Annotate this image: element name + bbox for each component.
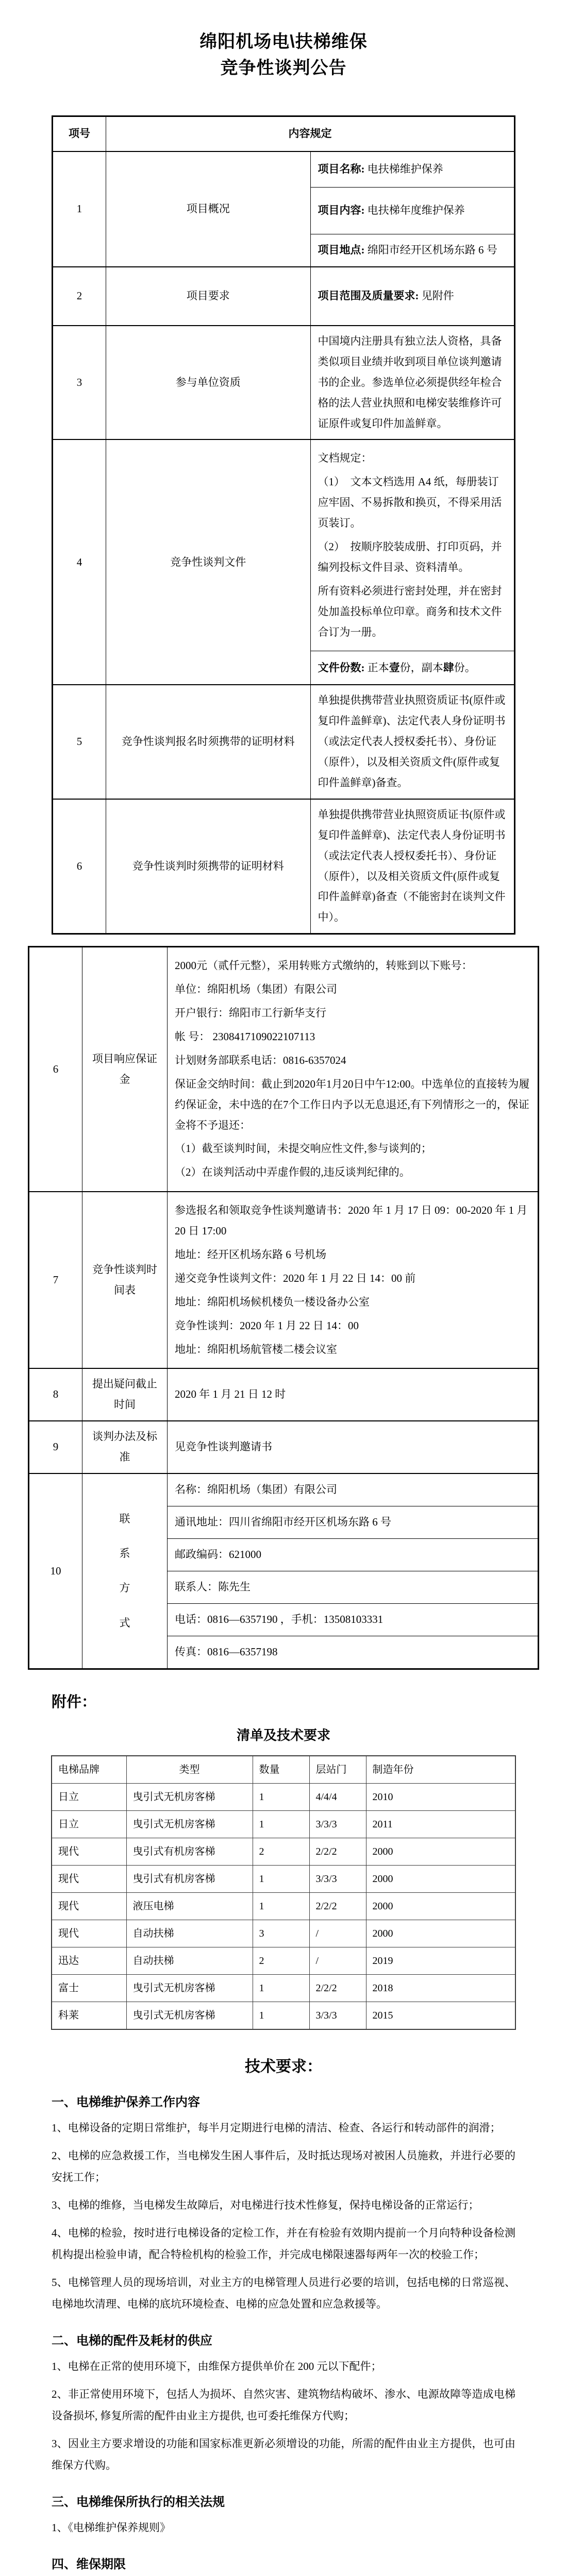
table-cell: 2000 [366, 1838, 515, 1865]
copies-prefix: 文件份数: [318, 661, 365, 674]
cell-question-deadline: 2020 年 1 月 21 日 12 时 [168, 1368, 539, 1421]
table-cell: 3/3/3 [309, 1865, 366, 1892]
cell-deposit [168, 947, 539, 1192]
contact-label-vertical: 联系方式 [119, 1513, 130, 1629]
table-cell: 3 [253, 1920, 309, 1947]
table-cell: 1 [253, 1783, 309, 1810]
deposit-line: 2000元（贰仟元整），采用转账方式缴纳的，转账到以下账号： [175, 959, 473, 972]
cell-contact-phone: 电话：0816—6357190 ，手机：13508103331 [168, 1603, 539, 1636]
paragraph: 3、因业主方要求增设的功能和国家标准更新必须增设的功能，所需的配件由业主方提供，也可由维保方代购。 [52, 2437, 515, 2471]
cell-contact-fax: 传真：0816—6357198 [168, 1636, 539, 1669]
cell-value: 电扶梯年度维护保养 [364, 204, 465, 217]
deposit-line: 单位：绵阳机场（集团）有限公司 [175, 983, 337, 996]
table-row [29, 1192, 539, 1368]
header-item-no: 项号 [53, 116, 106, 152]
paragraph: 2、非正常使用环境下，包括人为损坏、自然灾害、建筑物结构破坏、渗水、电源故障等造成电梯设备损坏, 修复所需的配件由业主方提供, 也可委托维保方代购； [52, 2387, 515, 2422]
table-cell: 曳引式无机房客梯 [126, 1974, 253, 2002]
section-heading-3: 三、电梯维保所执行的相关法规 [52, 2495, 225, 2509]
paragraph: 1、电梯设备的定期日常维护，每半月定期进行电梯的清洁、检查、各运行和转动部件的润滑； [52, 2121, 501, 2134]
doc-rules-title: 文档规定： [318, 452, 372, 465]
table-cell: 现代 [52, 1838, 126, 1865]
doc-rule-2: （2） 按顺序胶装成册、打印页码，并编列投标文件目录、资料清单。 [318, 540, 502, 573]
row-num: 1 [53, 151, 106, 267]
deposit-line: 保证金交纳时间：截止到2020年1月20日中午12:00。中选单位的直接转为履约保证金，未中选的在7个工作日内予以无息退还,有下列情形之一的，保证金将不予退还： [175, 1077, 530, 1131]
header-elevator-floors: 层站门 [309, 1756, 366, 1784]
table-gap [0, 935, 567, 946]
row-label: 提出疑问截止时间 [82, 1368, 168, 1421]
row-num: 7 [29, 1192, 82, 1368]
table-row [52, 2002, 515, 2029]
cell-project-content [310, 188, 515, 234]
table-row [29, 1421, 539, 1473]
table-cell: 2019 [366, 1947, 515, 1974]
row-num: 4 [53, 439, 106, 685]
table-row [52, 1892, 515, 1920]
table-cell: 2 [253, 1838, 309, 1865]
table-cell: 2015 [366, 2002, 515, 2029]
table-cell: 现代 [52, 1920, 126, 1947]
table-cell: 科莱 [52, 2002, 126, 2029]
table-row [52, 1783, 515, 1810]
table-cell: 日立 [52, 1783, 126, 1810]
paragraph: 1、电梯在正常的使用环境下，由维保方提供单价在 200 元以下配件； [52, 2360, 382, 2372]
cell-negotiation-materials: 单独提供携带营业执照资质证书(原件或复印件盖鲜章)、法定代表人身份证明书（或法定代表人授权委托书）、身份证（原件），以及相关资质文件(原件或复印件盖鲜章)备查（不能密封在谈判文件中）。 [310, 799, 515, 934]
row-label: 竞争性谈判时间表 [82, 1192, 168, 1368]
table-cell: 曳引式无机房客梯 [126, 1783, 253, 1810]
row-label: 参与单位资质 [106, 326, 311, 439]
paragraph: 3、电梯的维修，当电梯发生故障后，对电梯进行技术性修复，保持电梯设备的正常运行； [52, 2198, 479, 2211]
elevator-list-table [51, 1755, 516, 2030]
row-label: 项目概况 [106, 151, 311, 267]
cell-label: 项目名称: [318, 163, 365, 176]
table-cell: 3/3/3 [309, 2002, 366, 2029]
schedule-line: 地址：经开区机场东路 6 号机场 [175, 1248, 326, 1261]
page-title-line1: 绵阳机场电\扶梯维保 [199, 32, 368, 52]
doc-rule-tail: 所有资料必须进行密封处理，并在密封处加盖投标单位印章。商务和技术文件合订为一册。 [318, 584, 502, 638]
tech-requirements-body [52, 2092, 515, 2576]
table-row [52, 1810, 515, 1838]
table-cell: 1 [253, 1974, 309, 2002]
row-num: 6 [53, 799, 106, 934]
header-elevator-quantity: 数量 [253, 1756, 309, 1784]
tech-requirements-title: 技术要求： [245, 2058, 322, 2075]
table-row [53, 267, 515, 326]
table-row [53, 326, 515, 439]
row-num: 2 [53, 267, 106, 326]
table-row [52, 1865, 515, 1892]
table-cell: 3/3/3 [309, 1810, 366, 1838]
table-cell: 现代 [52, 1865, 126, 1892]
table-header-row [53, 116, 515, 152]
table-row [53, 685, 515, 799]
cell-method-standard: 见竞争性谈判邀请书 [168, 1421, 539, 1473]
paragraph: 4、电梯的检验，按时进行电梯设备的定检工作，并在有检验有效期内提前一个月向特种设备检测机构提出检验申请，配合特检机构的检验工作，并完成电梯限速器每两年一次的校验工作； [52, 2226, 515, 2261]
deposit-line: （2）在谈判活动中弄虚作假的,违反谈判纪律的。 [175, 1166, 410, 1179]
table-row [53, 799, 515, 934]
cell-qualification: 中国境内注册具有独立法人资格，具备类似项目业绩并收到项目单位谈判邀请书的企业。参选单位必须提供经年检合格的法人营业执照和电梯安装维修许可证原件或复印件加盖鲜章。 [310, 326, 515, 439]
table-cell: 日立 [52, 1810, 126, 1838]
announcement-table-1 [52, 115, 515, 935]
cell-contact-address: 通讯地址：四川省绵阳市经开区机场东路 6 号 [168, 1506, 539, 1538]
elevator-table-body [52, 1783, 515, 2029]
cell-value: 电扶梯维护保养 [364, 163, 443, 176]
schedule-line: 地址：绵阳机场航管楼二楼会议室 [175, 1343, 337, 1355]
table-cell: 1 [253, 2002, 309, 2029]
table-cell: 2000 [366, 1892, 515, 1920]
table-cell: 曳引式无机房客梯 [126, 1810, 253, 1838]
doc-rule-1: （1） 文本文档选用 A4 纸，每册装订应牢固、不易拆散和换页，不得采用活页装订。 [318, 476, 502, 530]
row-label: 竞争性谈判时须携带的证明材料 [106, 799, 311, 934]
cell-registration-materials: 单独提供携带营业执照资质证书(原件或复印件盖鲜章)、法定代表人身份证明书（或法定代表人授权委托书）、身份证（原件），以及相关资质文件(原件或复印件盖鲜章)备查。 [310, 685, 515, 799]
cell-contact-person: 联系人：陈先生 [168, 1571, 539, 1603]
table-cell: 1 [253, 1892, 309, 1920]
announcement-table-2 [28, 946, 539, 1670]
table-row [53, 439, 515, 651]
table-row [29, 1368, 539, 1421]
table-row [52, 1947, 515, 1974]
deposit-line: 计划财务部联系电话：0816-6357024 [175, 1054, 346, 1066]
row-num: 6 [29, 947, 82, 1192]
table-cell: / [309, 1947, 366, 1974]
row-label: 谈判办法及标准 [82, 1421, 168, 1473]
table-cell: 迅达 [52, 1947, 126, 1974]
row-label: 项目响应保证金 [82, 947, 168, 1192]
cell-project-location [310, 234, 515, 267]
attachment-heading: 附件： [52, 1693, 97, 1710]
table-cell: 2 [253, 1947, 309, 1974]
table-row [52, 1838, 515, 1865]
schedule-line: 地址：绵阳机场候机楼负一楼设备办公室 [175, 1295, 370, 1308]
cell-contact-name: 名称：绵阳机场（集团）有限公司 [168, 1473, 539, 1506]
table-cell: 曳引式无机房客梯 [126, 2002, 253, 2029]
schedule-line: 竞争性谈判：2020 年 1 月 22 日 14：00 [175, 1319, 359, 1332]
deposit-line: 帐 号： 2308417109022107113 [175, 1030, 315, 1043]
row-num: 3 [53, 326, 106, 439]
table-row [53, 151, 515, 188]
table-cell: 现代 [52, 1892, 126, 1920]
cell-label: 项目范围及质量要求: [318, 290, 419, 302]
table-cell: 曳引式有机房客梯 [126, 1838, 253, 1865]
section-heading-4: 四、维保期限 [52, 2557, 126, 2571]
table-row [52, 1920, 515, 1947]
deposit-line: （1）截至谈判时间，未提交响应性文件,参与谈判的； [175, 1142, 432, 1155]
paragraph: 2、电梯的应急救援工作，当电梯发生困人事件后，及时抵达现场对被困人员施救，并进行必要的安抚工作； [52, 2149, 515, 2183]
table-row [52, 1974, 515, 2002]
paragraph: 1、《电梯维护保养规则》 [52, 2521, 171, 2534]
table-cell: 液压电梯 [126, 1892, 253, 1920]
cell-project-name [310, 151, 515, 188]
schedule-line: 递交竞争性谈判文件：2020 年 1 月 22 日 14：00 前 [175, 1272, 416, 1284]
copies-b1: 壹 [389, 661, 400, 674]
section-heading-2: 二、电梯的配件及耗材的供应 [52, 2333, 212, 2348]
row-label: 竞争性谈判报名时须携带的证明材料 [106, 685, 311, 799]
header-content-spec: 内容规定 [106, 116, 515, 152]
table-cell: 2000 [366, 1865, 515, 1892]
copies-p2: 份，副本 [399, 661, 443, 674]
table-cell: 2/2/2 [309, 1974, 366, 2002]
cell-label: 项目内容: [318, 204, 365, 217]
table-cell: 1 [253, 1810, 309, 1838]
deposit-line: 开户银行：绵阳市工行新华支行 [175, 1007, 326, 1020]
cell-value: 见附件 [419, 290, 454, 302]
table-cell: 2018 [366, 1974, 515, 2002]
table-cell: 2/2/2 [309, 1892, 366, 1920]
row-label [82, 1473, 168, 1669]
table-cell: 曳引式有机房客梯 [126, 1865, 253, 1892]
row-label: 项目要求 [106, 267, 311, 326]
schedule-line: 参选报名和领取竞争性谈判邀请书：2020 年 1 月 17 日 09：00-2020 年 1 月 20 日 17:00 [175, 1204, 528, 1238]
page-title [0, 29, 567, 81]
row-num: 10 [29, 1473, 82, 1669]
cell-project-scope [310, 267, 515, 326]
row-num: 8 [29, 1368, 82, 1421]
header-elevator-year: 制造年份 [366, 1756, 515, 1784]
copies-p3: 份。 [454, 661, 476, 674]
header-elevator-type: 类型 [126, 1756, 253, 1784]
cell-contact-postcode: 邮政编码：621000 [168, 1538, 539, 1571]
copies-b2: 肆 [443, 661, 454, 674]
table-cell: 2/2/2 [309, 1838, 366, 1865]
table-cell: 2010 [366, 1783, 515, 1810]
cell-schedule [168, 1192, 539, 1368]
elevator-table-header-row [52, 1756, 515, 1784]
table-cell: 2011 [366, 1810, 515, 1838]
table-cell: 自动扶梯 [126, 1920, 253, 1947]
table-cell: / [309, 1920, 366, 1947]
paragraph: 5、电梯管理人员的现场培训，对业主方的电梯管理人员进行必要的培训，包括电梯的日常巡视、电梯地坎清理、电梯的底坑环境检查、电梯的应急处置和应急救援等。 [52, 2276, 515, 2310]
table-cell: 富士 [52, 1974, 126, 2002]
table-cell: 1 [253, 1865, 309, 1892]
table-cell: 2000 [366, 1920, 515, 1947]
page-title-line2: 竞争性谈判公告 [220, 58, 347, 78]
cell-label: 项目地点: [318, 244, 365, 257]
header-elevator-brand: 电梯品牌 [52, 1756, 126, 1784]
table-row [29, 947, 539, 1192]
table-row [29, 1473, 539, 1506]
list-table-title: 清单及技术要求 [236, 1727, 330, 1743]
table-cell: 4/4/4 [309, 1783, 366, 1810]
cell-doc-rules [310, 439, 515, 651]
section-heading-1: 一、电梯维护保养工作内容 [52, 2095, 200, 2109]
cell-doc-copies [310, 651, 515, 685]
row-num: 9 [29, 1421, 82, 1473]
row-label: 竞争性谈判文件 [106, 439, 311, 685]
cell-value: 绵阳市经开区机场东路 6 号 [364, 244, 497, 257]
table-cell: 自动扶梯 [126, 1947, 253, 1974]
row-num: 5 [53, 685, 106, 799]
copies-p1: 正本 [364, 661, 389, 674]
